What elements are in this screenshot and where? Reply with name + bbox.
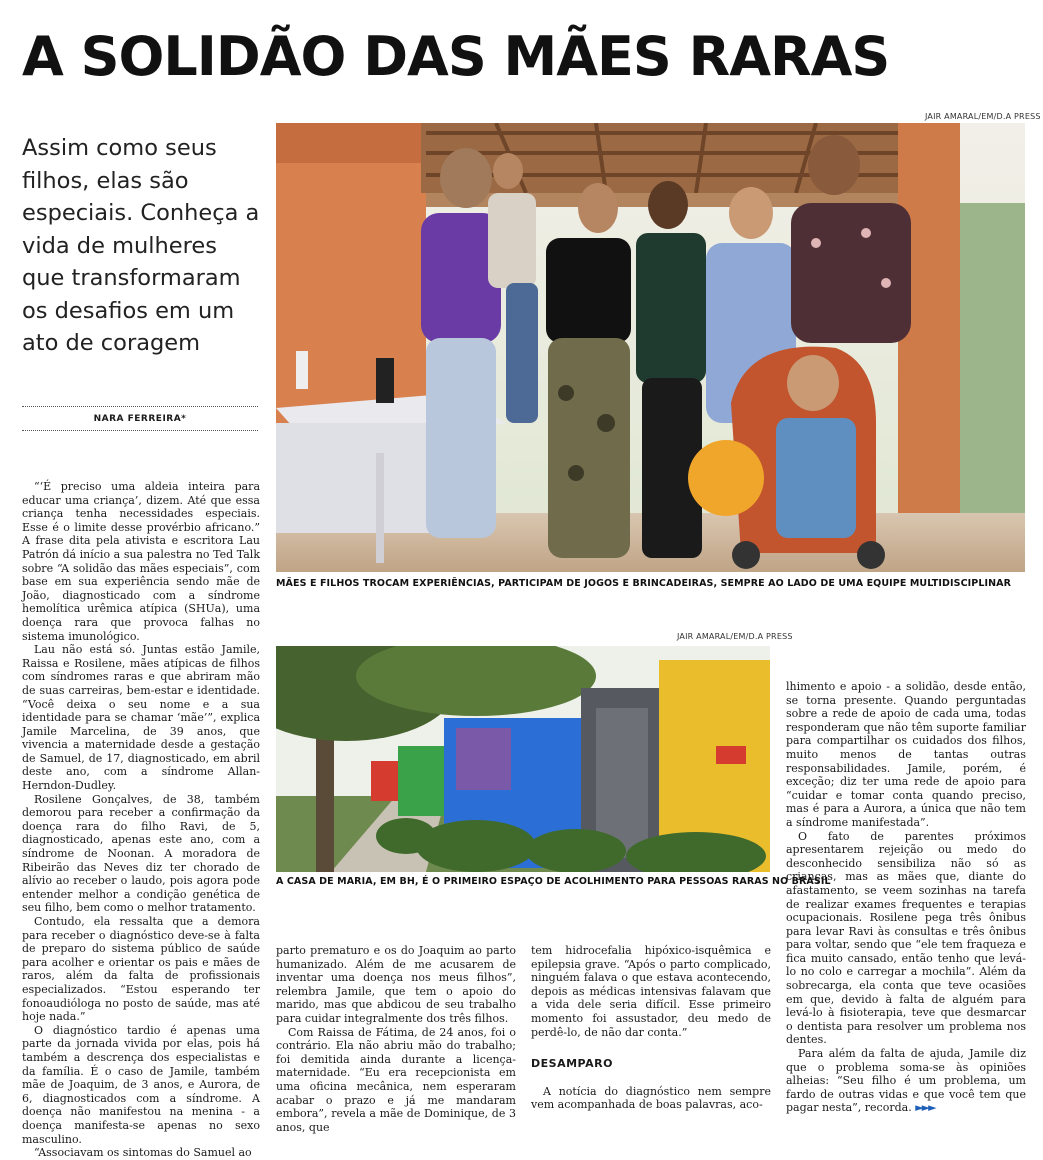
paragraph: Rosilene Gonçalves, de 38, também demorou para receber a confirmação da doença rara do filho Ravi, de 5, diagnosticado, apenas este ano, com a síndrome de Noonan. A moradora de Ribeirão das Neves diz ter chorado de alívio ao receber o laudo, pois agora pode entender melhor a condição genética de seu filho, bem como o melhor tratamento. (22, 792, 260, 915)
paragraph: lhimento e apoio - a solidão, desde então, se torna presente. Quando perguntadas sobre a rede de apoio de cada uma, todas responderam que não têm suporte familiar para compartilhar os cuidados dos filhos, muito menos de tantas outras responsabilidades. Jamile, porém, é exceção; diz ter uma rede de apoio para “cuidar e tomar conta quando preciso, mas é para a Aurora, a única que não tem a síndrome manifestada”. (786, 680, 1026, 829)
paragraph-text: Para além da falta de ajuda, Jamile diz que o problema soma-se às opiniões alheias: “Seu filho é um problema, um fardo de outras vidas e que você tem que pagar nesta”, recorda. (786, 1047, 1026, 1115)
headline: A SOLIDÃO DAS MÃES RARAS (22, 25, 890, 88)
column-2 (276, 944, 516, 1134)
photo2-credit: JAIR AMARAL/EM/D.A PRESS (677, 632, 793, 641)
column-1 (22, 480, 260, 1160)
photo1-credit: JAIR AMARAL/EM/D.A PRESS (925, 112, 1041, 121)
deck: Assim como seus filhos, elas são especiais. Conheça a vida de mulheres que transformaram os desafios em um ato de coragem (22, 135, 260, 356)
paragraph: tem hidrocefalia hipóxico-isquêmica e epilepsia grave. “Após o parto complicado, ninguém falava o que estava acontecendo, depois as médicas intensivas falavam que a vida dele seria difícil. Esse primeiro momento foi assustador, deu medo de perdê-lo, de não dar conta.” (531, 944, 771, 1039)
paragraph: “‘É preciso uma aldeia inteira para educar uma criança’, dizem. Até que essa criança tenha necessidades especiais. Esse é o limite desse provérbio africano.” A frase dita pela ativista e escritora Lau Patrón dá início a sua palestra no Ted Talk sobre “A solidão das mães especiais”, com base em sua experiência sendo mãe de João, diagnosticado com a síndrome hemolítica urêmica atípica (SHUa), uma doença rara que provoca falhas no sistema imunológico. (22, 480, 260, 643)
paragraph (786, 1047, 1026, 1115)
photo2-caption: A CASA DE MARIA, EM BH, É O PRIMEIRO ESPAÇO DE ACOLHIMENTO PARA PESSOAS RARAS NO BRASIL (276, 876, 831, 887)
column-4 (786, 680, 1026, 1115)
paragraph: Com Raissa de Fátima, de 24 anos, foi o contrário. Ela não abriu mão do trabalho; foi demitida ainda durante a licença-maternidade. “Eu era recepcionista em uma oficina mecânica, nem esperaram acabar o prazo e já me mandaram embora”, revela a mãe de Dominique, de 3 anos, que (276, 1025, 516, 1134)
house-photo (276, 646, 770, 872)
paragraph: O fato de parentes próximos apresentarem rejeição ou medo do desconhecido sensibiliza não só as crianças, mas as mães que, diante do afastamento, se veem sozinhas na tarefa de realizar exames frequentes e terapias ocupacionais. Rosilene pega três ônibus para levar Ravi às consultas e três ônibus para voltar, sendo que “ele tem fraqueza e fica muito cansado, então tenho que levá-lo no colo e carregar a mochila”. Além da sobrecarga, ela conta que teve ocasiões em que, devido à falta de alguém para levá-lo à fisioterapia, teve que desmarcar o dentista para resolver um problema nos dentes. (786, 829, 1026, 1047)
paragraph: “Associavam os sintomas do Samuel ao (34, 1146, 252, 1160)
paragraph: Contudo, ela ressalta que a demora para receber o diagnóstico deve-se à falta de preparo do sistema público de saúde para acolher e orientar os pais e mães de raros, além da falta de profissionais especializados. “Estou esperando ter fonoaudióloga no posto de saúde, mas até hoje nada.” (22, 915, 260, 1024)
byline: NARA FERREIRA* (22, 406, 258, 431)
photo1-caption: MÃES E FILHOS TROCAM EXPERIÊNCIAS, PARTICIPAM DE JOGOS E BRINCADEIRAS, SEMPRE AO LADO DE UMA EQUIPE MULTIDISCIPLINAR (276, 578, 1012, 589)
column-3 (531, 944, 771, 1112)
continue-arrow-icon: ►►► (915, 1101, 935, 1115)
paragraph: O diagnóstico tardio é apenas uma parte da jornada vivida por elas, pois há também a descrença dos especialistas e da família. É o caso de Jamile, também mãe de Joaquim, de 3 anos, e Aurora, de 6, diagnosticados com a síndrome. A doença não manifestou na menina - a doença manifesta-se apenas no sexo masculino. (22, 1023, 260, 1146)
paragraph: parto prematuro e os do Joaquim ao parto humanizado. Além de me acusarem de inventar uma doença nos meus filhos”, relembra Jamile, que tem o apoio do marido, mas que abdicou de seu trabalho para cuidar integralmente dos três filhos. (276, 944, 516, 1025)
paragraph: A notícia do diagnóstico nem sempre vem acompanhada de boas palavras, aco- (531, 1084, 771, 1112)
group-photo (276, 123, 1025, 572)
subhead-desamparo: DESAMPARO (531, 1057, 613, 1071)
paragraph: Lau não está só. Juntas estão Jamile, Raissa e Rosilene, mães atípicas de filhos com síndromes raras e que abriram mão de suas carreiras, bem-estar e identidade. “Você deixa o seu nome e a sua identidade para se chamar ‘mãe’”, explica Jamile Marcelina, de 39 anos, que vivencia a maternidade desde a gestação de Samuel, de 17, diagnosticado, em abril deste ano, com a síndrome Allan-Herndon-Dudley. (22, 643, 260, 793)
